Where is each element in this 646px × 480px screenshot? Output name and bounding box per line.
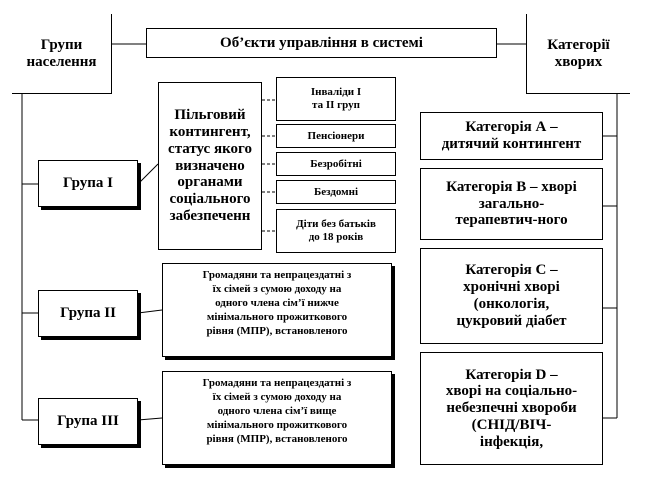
group-1-label: Група I — [63, 175, 113, 192]
privileged-item-homeless — [276, 180, 396, 204]
group-2-description — [162, 263, 392, 357]
privileged-item-unemployed — [276, 152, 396, 176]
privileged-contingent-box — [158, 82, 262, 250]
group-2-box — [38, 290, 138, 337]
group-2-description-text: Громадяни та непрацездатні з їх сімей з сумою доходу на одного члена сім’ї нижче мінімального прожиткового рівня (МПР), встановленого — [202, 269, 352, 338]
category-b-box — [420, 168, 603, 240]
privileged-item-label: Пенсіонери — [307, 129, 365, 142]
category-c-box — [420, 248, 603, 344]
privileged-contingent-title: Пільговий контингент, статус якого визначено органами соціального забезпеченн — [168, 106, 252, 225]
group-3-description-text: Громадяни та непрацездатні з їх сімей з сумою доходу на одного члена сім’ї вище мінімального прожиткового рівня (МПР), встановленого — [202, 377, 352, 446]
privileged-item-label: Безробітні — [310, 157, 362, 170]
category-b-label: Категорія В – хворі загально- терапевтич-ного — [446, 178, 577, 229]
group-2-label: Група II — [60, 305, 116, 322]
categories-title: Категорії хворих — [547, 37, 610, 70]
objects-title: Об’єкти управління в системі — [220, 34, 423, 51]
category-a-label: Категорія А – дитячий контингент — [441, 119, 582, 152]
privileged-item-pensioners — [276, 124, 396, 148]
category-d-box — [420, 352, 603, 465]
privileged-item-label: Бездомні — [313, 185, 359, 198]
group-3-box — [38, 398, 138, 445]
privileged-item-label: Інваліди I та II груп — [310, 86, 362, 111]
group-3-label: Група III — [57, 413, 119, 430]
categories-title-box — [526, 14, 630, 94]
privileged-item-label: Діти без батьків до 18 років — [296, 218, 376, 243]
groups-title-box — [12, 14, 112, 94]
privileged-item-orphans — [276, 209, 396, 253]
groups-title: Групи населення — [26, 37, 97, 70]
group-1-box — [38, 160, 138, 207]
category-d-label: Категорія D – хворі на соціально- небезпечні хвороби (СНІД/ВІЧ- інфекція, — [445, 366, 578, 450]
category-a-box — [420, 112, 603, 160]
group-3-description — [162, 371, 392, 465]
category-c-label: Категорія С – хронічні хворі (онкологія, цукровий діабет — [456, 262, 567, 329]
privileged-item-disabled — [276, 77, 396, 121]
objects-title-box — [146, 28, 497, 58]
